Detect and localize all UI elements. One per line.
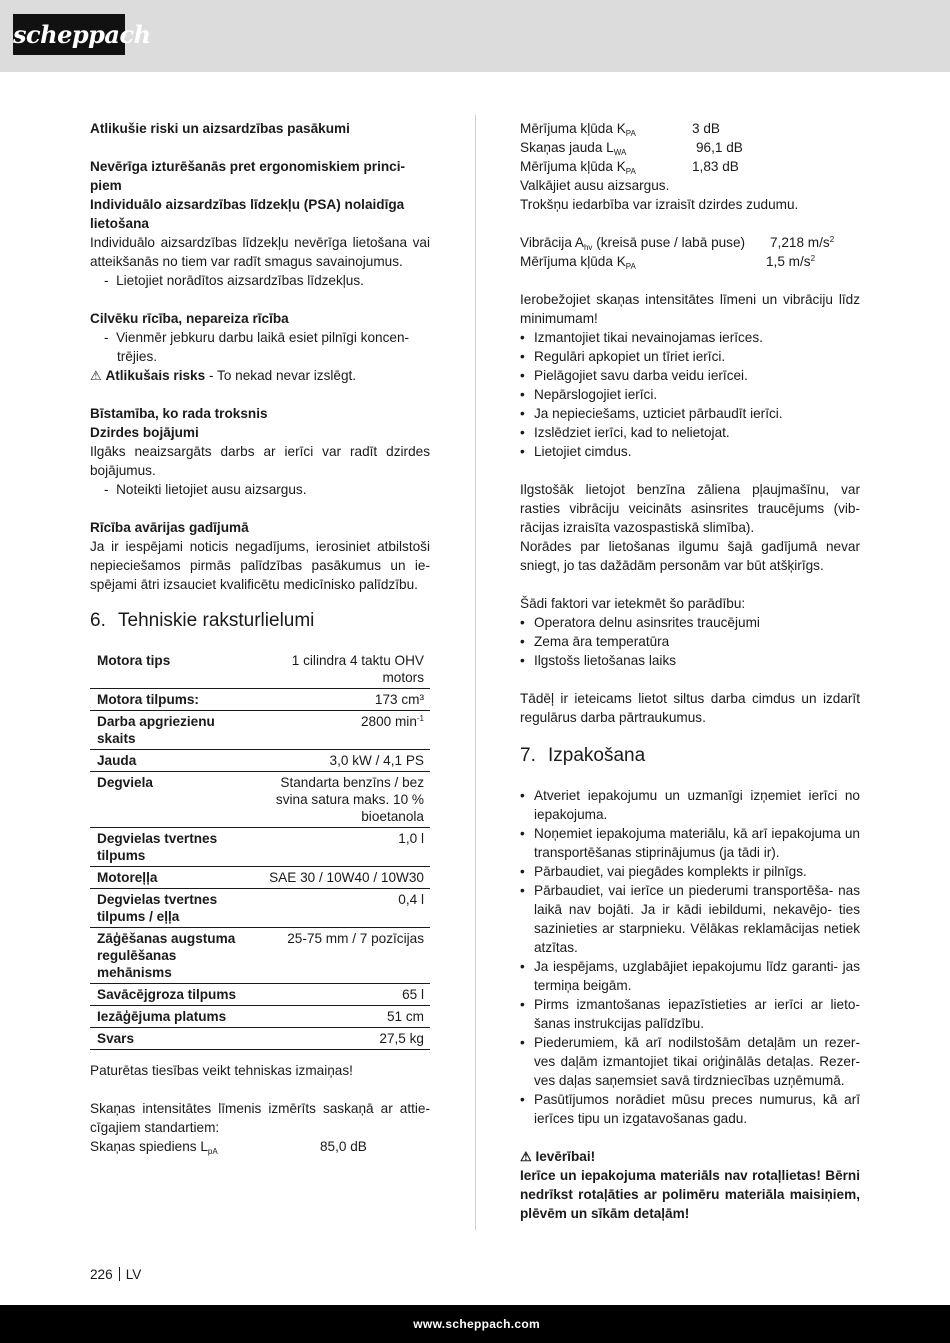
table-row	[90, 650, 430, 689]
residual-risks-heading: Atlikušie riski un aizsardzības pasākumi	[90, 121, 350, 136]
website-link[interactable]: www.scheppach.com	[413, 1317, 540, 1331]
gloves-text: Tādēļ ir ieteicams lietot siltus darba cimdus un izdarīt regulārus darba pārtraukumus.	[520, 691, 860, 725]
measure-error-label-3-text: Mērījuma kļūda K	[520, 254, 626, 269]
vibration-label	[520, 233, 770, 252]
spec-name: Degvielas tvertnes tilpums	[90, 828, 253, 867]
spec-value-text: 0,4 l	[398, 892, 424, 907]
sound-pressure-sub: pA	[207, 1147, 218, 1156]
table-row	[90, 1028, 430, 1050]
list-item: • Regulāri apkopiet un tīriet ierīci.	[520, 347, 860, 366]
spec-value	[253, 984, 430, 1006]
spec-value	[253, 689, 430, 711]
list-item: • Operatora delnu asinsrites traucējumi	[520, 613, 860, 632]
spec-name: Motora tilpums:	[90, 689, 253, 711]
human-behaviour-title: Cilvēku rīcība, nepareiza rīcība	[90, 311, 289, 326]
hearing-dash-item: - Noteikti lietojiet ausu aizsargus.	[104, 482, 307, 497]
table-row	[90, 928, 430, 984]
measure-error-label-3	[520, 252, 766, 271]
residual-risk-text: - To nekad nevar izslēgt.	[205, 368, 357, 383]
spec-value	[253, 867, 430, 889]
list-item: • Piederumiem, kā arī nodilstošām detaļām un rezer- ves daļām izmantojiet tikai oriģinālās detaļas. Rezer- ves daļas saņemsiet savā tirdzniecības uzņēmumā.	[520, 1033, 860, 1090]
sound-power-sub: WA	[613, 148, 627, 157]
measure-error-value-3-text: 1,5 m/s	[766, 254, 811, 269]
duration-text: Norādes par lietošanas ilgumu šajā gadījumā nevar sniegt, jo tas dažādām personām var būt atšķirīgs.	[520, 539, 860, 573]
vibration-value-text: 7,218 m/s	[770, 235, 830, 250]
list-item: • Pirms izmantošanas iepazīstieties ar ierīci ar lieto- šanas instrukcijas palīdzību.	[520, 995, 860, 1033]
table-row	[90, 984, 430, 1006]
spec-value	[253, 828, 430, 867]
section-7-title: Izpakošana	[548, 745, 646, 766]
emergency-text: Ja ir iespējami noticis negadījums, ierosiniet atbilstoši nepieciešamos pirmās palīdzības pasākumus un ie- spējami ātri izsauciet kvalificētu medicīnisko palīdzību.	[90, 539, 430, 592]
ear-protection-note: Valkājiet ausu aizsargus.	[520, 178, 670, 193]
ergonomic-title: Nevērīga izturēšanās pret ergonomiskiem princi- piem	[90, 159, 406, 193]
measure-error-label-1	[520, 119, 692, 138]
attention-text: Ierīce un iepakojuma materiāls nav rotaļlietas! Bērni nedrīkst rotaļāties ar polimēru materiāla maisiņiem, plēvēm un sīkām detaļām!	[520, 1168, 860, 1221]
spec-name: Darba apgriezienu skaits	[90, 711, 253, 750]
spec-value	[253, 650, 430, 689]
section-6-heading	[90, 609, 430, 633]
spec-value-text: 27,5 kg	[379, 1031, 424, 1046]
ppe-text: Individuālo aizsardzības līdzekļu nevērīga lietošana vai atteikšanās no tiem var radīt smagus savainojumus.	[90, 235, 430, 269]
spec-name: Iezāģējuma platums	[90, 1006, 253, 1028]
list-item: • Pasūtījumos norādiet mūsu preces numurus, kā arī ierīces tipu un izgatavošanas gadu.	[520, 1090, 860, 1128]
spec-value-text: SAE 30 / 10W40 / 10W30	[269, 870, 424, 885]
measure-error-sub-2: PA	[625, 167, 636, 176]
section-7-number: 7.	[520, 745, 536, 766]
spec-name: Zāģēšanas augstuma regulēšanas mehānisms	[90, 928, 253, 984]
table-row	[90, 750, 430, 772]
sound-pressure-value: 85,0 dB	[320, 1139, 367, 1154]
spec-value	[253, 928, 430, 984]
vibration-sup: 2	[829, 235, 835, 244]
specs-table	[90, 650, 430, 1050]
sound-power-row	[520, 138, 860, 157]
warning-triangle-icon: ⚠	[520, 1149, 532, 1164]
sound-power-value: 96,1 dB	[696, 140, 743, 155]
measure-error-sup-3: 2	[810, 254, 816, 263]
measure-error-sub-1: PA	[625, 129, 636, 138]
list-item: • Noņemiet iepakojuma materiālu, kā arī iepakojuma un transportēšanas stiprinājumus (ja tādi ir).	[520, 824, 860, 862]
measure-error-label-2-text: Mērījuma kļūda K	[520, 159, 626, 174]
measure-error-value-3	[766, 252, 815, 271]
hearing-damage-text: Ilgāks neaizsargāts darbs ar ierīci var radīt dzirdes bojājumus.	[90, 444, 430, 478]
list-item: • Lietojiet cimdus.	[520, 442, 860, 461]
list-item: • Pielāgojiet savu darba veidu ierīcei.	[520, 366, 860, 385]
measure-error-sub-3: PA	[625, 262, 636, 271]
page-separator	[119, 1267, 120, 1281]
unpack-list	[520, 786, 860, 1128]
limit-text: Ierobežojiet skaņas intensitātes līmeni un vibrāciju līdz minimumam!	[520, 292, 860, 326]
section-6-number: 6.	[90, 610, 106, 631]
sound-power-label	[520, 138, 696, 157]
spec-value-text: 173 cm³	[374, 692, 424, 707]
spec-value	[253, 1006, 430, 1028]
spec-name: Motoreļļa	[90, 867, 253, 889]
human-dash-item: - Vienmēr jebkuru darbu laikā esiet pilnīgi koncen- trējies.	[104, 330, 410, 364]
spec-name: Savācējgroza tilpums	[90, 984, 253, 1006]
vibration-sub: hv	[583, 243, 593, 252]
spec-value-text: 1,0 l	[398, 831, 424, 846]
sound-power-label-text: Skaņas jauda L	[520, 140, 614, 155]
limit-list	[520, 328, 860, 461]
table-row	[90, 689, 430, 711]
measure-error-label-1-text: Mērījuma kļūda K	[520, 121, 626, 136]
left-column	[90, 119, 430, 1156]
noise-effect-note: Trokšņu iedarbība var izraisīt dzirdes zudumu.	[520, 197, 799, 212]
measure-error-row-3	[520, 252, 860, 271]
list-item: • Ja nepieciešams, uzticiet pārbaudīt ierīci.	[520, 404, 860, 423]
table-row	[90, 889, 430, 928]
table-row	[90, 867, 430, 889]
spec-name: Motora tips	[90, 650, 253, 689]
list-item: • Ja iespējams, uzglabājiet iepakojumu līdz garanti- jas termiņa beigām.	[520, 957, 860, 995]
vibration-label-text: Vibrācija A	[520, 235, 584, 250]
noise-intro: Skaņas intensitātes līmenis izmērīts saskaņā ar attie- cīgajiem standartiem:	[90, 1101, 430, 1135]
page-footer	[0, 1305, 950, 1343]
spec-value-text: 3,0 kW / 4,1 PS	[329, 753, 424, 768]
spec-value-sup: -1	[416, 714, 424, 723]
table-row	[90, 772, 430, 828]
sound-pressure-row	[90, 1137, 430, 1156]
spec-value-text: 1 cilindra 4 taktu OHV motors	[291, 653, 424, 685]
attention-label: Ievērībai!	[535, 1149, 596, 1164]
list-item: • Atveriet iepakojumu un uzmanīgi izņemiet ierīci no iepakojuma.	[520, 786, 860, 824]
column-divider	[475, 115, 476, 1230]
rights-note: Paturētas tiesības veikt tehniskas izmaiņas!	[90, 1063, 353, 1078]
attention-line	[520, 1147, 860, 1166]
spec-value	[253, 711, 430, 750]
section-6-title: Tehniskie raksturlielumi	[118, 610, 315, 631]
page-header	[0, 0, 950, 72]
spec-value-text: 65 l	[402, 987, 424, 1002]
table-row	[90, 711, 430, 750]
human-dash-text: Vienmēr jebkuru darbu laikā esiet pilnīgi koncen- trējies.	[116, 330, 410, 364]
list-item: • Zema āra temperatūra	[520, 632, 860, 651]
emergency-title: Rīcība avārijas gadījumā	[90, 520, 249, 535]
spec-name: Svars	[90, 1028, 253, 1050]
ppe-dash-text: Lietojiet norādītos aizsardzības līdzekļus.	[116, 273, 364, 288]
long-use-text: Ilgstošāk lietojot benzīna zāliena pļaujmašīnu, var rasties vibrāciju veicināts asinsrites traucējums (vib- rācijas izraisīta vazospastiskā slimība).	[520, 482, 860, 535]
spec-value-text: 25-75 mm / 7 pozīcijas	[287, 931, 424, 946]
section-7-heading	[520, 744, 860, 768]
list-item: • Ilgstošs lietošanas laiks	[520, 651, 860, 670]
scheppach-logo: scheppach	[13, 14, 125, 55]
list-item: • Nepārslogojiet ierīci.	[520, 385, 860, 404]
sound-pressure-label	[90, 1137, 320, 1156]
hearing-damage-title: Dzirdes bojājumi	[90, 425, 199, 440]
list-item: • Pārbaudiet, vai piegādes komplekts ir pilnīgs.	[520, 862, 860, 881]
language-code: LV	[125, 1267, 142, 1282]
spec-value-text: 2800 min	[360, 714, 417, 729]
vibration-row	[520, 233, 860, 252]
residual-risk-label: Atlikušais risks	[105, 368, 206, 383]
table-row	[90, 828, 430, 867]
vibration-value	[770, 233, 834, 252]
measure-error-label-2	[520, 157, 692, 176]
table-row	[90, 1006, 430, 1028]
vibration-sides: (kreisā puse / labā puse)	[592, 235, 746, 250]
measure-error-value-1: 3 dB	[692, 121, 720, 136]
factors-intro: Šādi faktori var ietekmēt šo parādību:	[520, 596, 746, 611]
list-item: • Pārbaudiet, vai ierīce un piederumi transportēša- nas laikā nav bojāti. Ja ir kādi iebildumi, nekavējo- ties sazinieties ar starpnieku. Vēlākas reklamācijas netiek atzītas.	[520, 881, 860, 957]
spec-value-text: Standarta benzīns / bez svina satura maks. 10 % bioetanola	[275, 775, 424, 824]
measure-error-value-2: 1,83 dB	[692, 159, 739, 174]
residual-risk-line	[90, 366, 430, 385]
sound-pressure-label-text: Skaņas spiediens L	[90, 1139, 208, 1154]
list-item: • Izslēdziet ierīci, kad to nelietojat.	[520, 423, 860, 442]
ppe-dash-item: - Lietojiet norādītos aizsardzības līdzekļus.	[104, 273, 364, 288]
right-column	[520, 119, 860, 1223]
spec-value-text: 51 cm	[386, 1009, 424, 1024]
spec-value	[253, 1028, 430, 1050]
spec-name: Degvielas tvertnes tilpums / eļļa	[90, 889, 253, 928]
spec-value	[253, 772, 430, 828]
spec-value	[253, 750, 430, 772]
warning-triangle-icon: ⚠	[90, 368, 102, 383]
spec-name: Degviela	[90, 772, 253, 828]
factors-list	[520, 613, 860, 670]
noise-danger-title: Bīstamība, ko rada troksnis	[90, 406, 268, 421]
spec-name: Jauda	[90, 750, 253, 772]
ppe-title: Individuālo aizsardzības līdzekļu (PSA) nolaidīga lietošana	[90, 197, 405, 231]
page-number: 226	[90, 1267, 113, 1282]
spec-value	[253, 889, 430, 928]
measure-error-row-2	[520, 157, 860, 176]
list-item: • Izmantojiet tikai nevainojamas ierīces.	[520, 328, 860, 347]
measure-error-row-1	[520, 119, 860, 138]
page-number-line	[90, 1265, 141, 1284]
hearing-dash-text: Noteikti lietojiet ausu aizsargus.	[116, 482, 307, 497]
